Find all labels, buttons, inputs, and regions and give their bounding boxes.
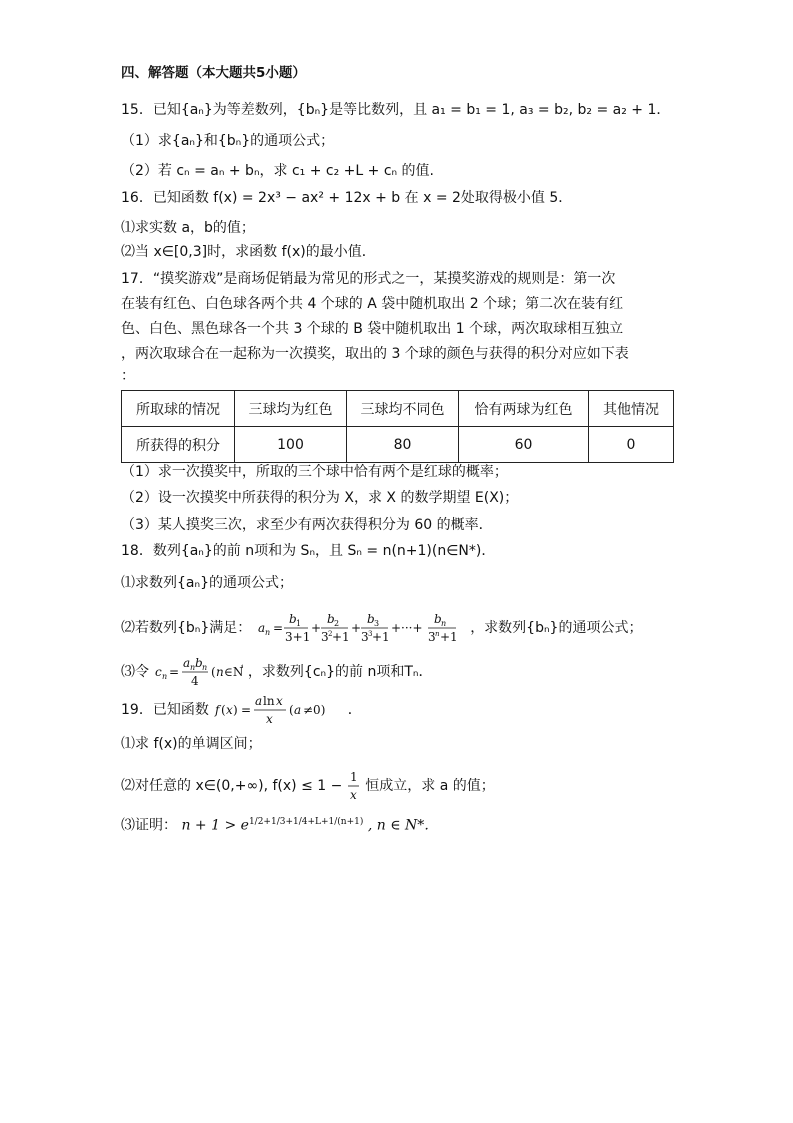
svg-text:ln: ln — [263, 694, 275, 708]
table-header-row — [122, 391, 674, 427]
q16-part2: ⑵当 x∈[0,3]时，求函数 f(x)的最小值． — [121, 244, 376, 260]
svg-text:+···+: +···+ — [390, 621, 423, 635]
svg-text:b: b — [326, 612, 335, 626]
svg-text:c: c — [155, 665, 163, 679]
q19-stem-label: 19．已知函数 — [121, 702, 209, 718]
svg-text:b: b — [366, 612, 375, 626]
section-heading: 四、解答题（本大题共5小题） — [121, 65, 306, 81]
svg-text:=: = — [272, 621, 283, 635]
svg-text:n: n — [162, 672, 168, 681]
q16-part1: ⑴求实数 a，b的值； — [121, 220, 255, 236]
q19-part3 — [121, 812, 438, 836]
q17-stem-line-3: 色、白色、黑色球各一个共 3 个球的 B 袋中随机取出 1 个球，两次取球相互独立 — [121, 321, 624, 337]
q17-part2: （2）设一次摸奖中所获得的积分为 X，求 X 的数学期望 E(X)； — [121, 490, 519, 506]
q19-stem-end: ． — [347, 702, 362, 718]
q19-function-formula — [213, 692, 343, 728]
q19-part2 — [121, 768, 495, 804]
svg-text:n: n — [440, 619, 446, 628]
table-row — [122, 427, 674, 463]
table-cell: 所获得的积分 — [122, 427, 235, 463]
table-cell: 100 — [235, 427, 347, 463]
svg-text:a: a — [294, 703, 302, 717]
q18-part3-label: ⑶令 — [121, 664, 149, 680]
svg-text:a: a — [257, 621, 265, 635]
table-cell: 80 — [347, 427, 459, 463]
svg-text:3: 3 — [360, 630, 369, 644]
q17-part3: （3）某人摸奖三次，求至少有两次获得积分为 60 的概率． — [121, 517, 493, 533]
q19-fraction-1-over-x — [347, 768, 361, 804]
table-cell: 三球均为红色 — [235, 391, 347, 427]
svg-text:a: a — [255, 694, 263, 708]
q19-part2-question: 恒成立，求 a 的值； — [365, 778, 495, 794]
svg-text:+1: +1 — [331, 630, 350, 644]
svg-text:x: x — [266, 712, 274, 726]
q18-part2-label: ⑵若数列{bₙ}满足： — [121, 620, 252, 636]
svg-text:b: b — [433, 612, 442, 626]
q17-stem-line-1: 17．“摸奖游戏”是商场促销最为常见的形式之一，某摸奖游戏的规则是：第一次 — [121, 271, 616, 287]
q19-part3-domain: , n ∈ N*． — [367, 817, 439, 834]
svg-text:2: 2 — [327, 630, 333, 638]
q18-part2-question: ，求数列{bₙ}的通项公式； — [470, 620, 643, 636]
q18-part3-question: ，求数列{cₙ}的前 n项和Tₙ． — [247, 664, 433, 680]
q16-stem: 16．已知函数 f(x) = 2x³ − ax² + 12x + b 在 x = 2处取得极小值 5． — [121, 190, 573, 206]
svg-text:3: 3 — [320, 630, 329, 644]
table-cell: 所取球的情况 — [122, 391, 235, 427]
svg-text:3: 3 — [373, 619, 379, 628]
svg-text:n: n — [190, 663, 196, 672]
q17-stem-line-5: ： — [121, 368, 135, 384]
svg-text:(: ( — [289, 703, 294, 717]
svg-text:≠0): ≠0) — [303, 703, 326, 717]
svg-text:2: 2 — [333, 619, 339, 628]
table-cell: 三球均不同色 — [347, 391, 459, 427]
svg-text:1: 1 — [295, 619, 301, 628]
table-cell: 0 — [589, 427, 674, 463]
svg-text:b: b — [288, 612, 297, 626]
table-cell: 其他情况 — [589, 391, 674, 427]
svg-text:+1: +1 — [439, 630, 458, 644]
svg-text:* — [241, 664, 243, 672]
svg-text:x: x — [276, 694, 284, 708]
q15-stem: 15．已知{aₙ}为等差数列，{bₙ}是等比数列，且 a₁ = b₁ = 1, a₃ = b₂, b₂ = a₂ + 1． — [121, 102, 671, 118]
svg-text:x: x — [226, 703, 234, 717]
svg-text:): ) — [233, 703, 238, 717]
svg-text:4: 4 — [191, 674, 200, 688]
q15-part2: （2）若 cₙ = aₙ + bₙ，求 c₁ + c₂ +L + cₙ 的值. — [121, 163, 435, 179]
svg-text:1: 1 — [349, 770, 358, 784]
q18-cn-formula — [153, 654, 243, 690]
q19-part3-label: ⑶证明： — [121, 817, 177, 834]
svg-text:=: = — [241, 703, 252, 717]
svg-text:(: ( — [211, 665, 217, 679]
q15-part1: （1）求{aₙ}和{bₙ}的通项公式； — [121, 133, 335, 149]
svg-text:3+1: 3+1 — [284, 630, 311, 644]
q18-part1: ⑴求数列{aₙ}的通项公式； — [121, 575, 293, 591]
svg-text:n: n — [434, 630, 440, 638]
q18-series-formula — [256, 610, 466, 646]
table-cell: 60 — [459, 427, 589, 463]
svg-text:+1: +1 — [371, 630, 390, 644]
svg-text:n: n — [264, 628, 270, 637]
q17-stem-line-2: 在装有红色、白色球各两个共 4 个球的 A 袋中随机取出 2 个球；第二次在装有红 — [121, 296, 624, 312]
svg-text:x: x — [349, 788, 357, 802]
svg-text:∈N: ∈N — [224, 665, 244, 679]
q17-part1: （1）求一次摸奖中，所取的三个球中恰有两个是红球的概率； — [121, 464, 508, 480]
svg-text:3: 3 — [427, 630, 436, 644]
q19-part1: ⑴求 f(x)的单调区间； — [121, 736, 262, 752]
q18-part2 — [121, 610, 642, 646]
svg-text:(: ( — [221, 703, 226, 717]
svg-text:n: n — [216, 665, 225, 679]
score-table — [121, 390, 674, 463]
q17-stem-line-4: ，两次取球合在一起称为一次摸奖，取出的 3 个球的颜色与获得的积分对应如下表 — [121, 346, 629, 362]
svg-text:n: n — [202, 663, 208, 672]
svg-text:+: + — [310, 621, 321, 635]
svg-text:b: b — [195, 656, 204, 670]
q19-part3-expression: n + 1 > e — [181, 817, 249, 834]
svg-text:+: + — [350, 621, 361, 635]
table-cell: 恰有两球为红色 — [459, 391, 589, 427]
q18-stem: 18．数列{aₙ}的前 n项和为 Sₙ，且 Sₙ = n(n+1)(n∈N*)． — [121, 543, 496, 559]
svg-text:=: = — [169, 665, 180, 679]
svg-text:f: f — [215, 703, 220, 717]
q19-part3-exponent: 1/2+1/3+1/4+L+1/(n+1) — [248, 817, 364, 827]
q18-part3 — [121, 654, 432, 690]
svg-text:3: 3 — [367, 630, 373, 638]
q19-part2-condition: ⑵对任意的 x∈(0,+∞), f(x) ≤ 1 − — [121, 778, 343, 794]
q19-stem — [121, 692, 362, 728]
svg-text:a: a — [183, 656, 191, 670]
